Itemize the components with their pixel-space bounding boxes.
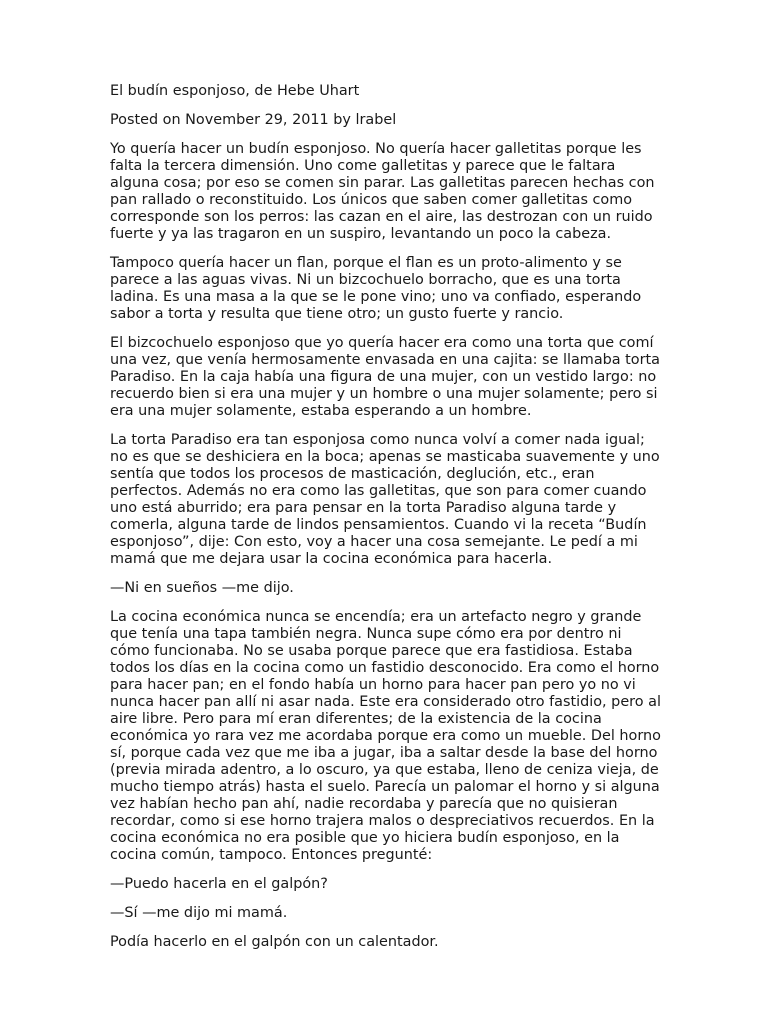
paragraph: La torta Paradiso era tan esponjosa como nunca volví a comer nada igual; no es que se deshiciera en la boca; apenas se masticaba suavemente y uno sentía que todos los procesos de masticación, deglución, etc., eran perfectos. Además no era como las galletitas, que son para comer cuando uno está aburrido; era para pensar en la torta Paradiso alguna tarde y comerla, alguna tarde de lindos pensamientos. Cuando vi la receta “Budín esponjoso”, dije: Con esto, voy a hacer una cosa semejante. Le pedí a mi mamá que me dejara usar la cocina económica para hacerla.	[110, 432, 660, 567]
paragraph: Podía hacerlo en el galpón con un calentador.	[110, 934, 439, 950]
paragraph: El bizcochuelo esponjoso que yo quería hacer era como una torta que comí una vez, que venía hermosamente envasada en una cajita: se llamaba torta Paradiso. En la caja había una figura de una mujer, con un vestido largo: no recuerdo bien si era una mujer y un hombre o una mujer solamente; pero si era una mujer solamente, estaba esperando a un hombre.	[110, 335, 660, 419]
paragraph: Yo quería hacer un budín esponjoso. No quería hacer galletitas porque les falta la tercera dimensión. Uno come galletitas y parece que le faltara alguna cosa; por eso se comen sin parar. Las galletitas parecen hechas con pan rallado o reconstituido. Los únicos que saben comer galletitas como corresponde son los perros: las cazan en el aire, las destrozan con un ruido fuerte y ya las tragaron en un suspiro, levantando un poco la cabeza.	[110, 141, 655, 242]
paragraph: La cocina económica nunca se encendía; era un artefacto negro y grande que tenía una tapa también negra. Nunca supe cómo era por dentro ni cómo funcionaba. No se usaba porque parece que era fastidiosa. Estaba todos los días en la cocina como un fastidio desconocido. Era como el horno para hacer pan; en el fondo había un horno para hacer pan pero yo no vi nunca hacer pan allí ni asar nada. Este era considerado otro fastidio, pero al aire libre. Pero para mí eran diferentes; de la existencia de la cocina económica yo rara vez me acordaba porque era como un mueble. Del horno sí, porque cada vez que me iba a jugar, iba a saltar desde la base del horno (previa mirada adentro, a lo oscuro, ya que estaba, lleno de ceniza vieja, de mucho tiempo atrás) hasta el suelo. Parecía un palomar el horno y si alguna vez habían hecho pan ahí, nadie recordaba y parecía que no quisieran recordar, como si ese horno trajera malos o despreciativos recuerdos. En la cocina económica no era posible que yo hiciera budín esponjoso, en la cocina común, tampoco. Entonces pregunté:	[110, 609, 661, 863]
paragraph: —Ni en sueños —me dijo.	[110, 580, 294, 596]
paragraph: —Puedo hacerla en el galpón?	[110, 876, 328, 892]
document-title: El budín esponjoso, de Hebe Uhart	[110, 83, 360, 99]
paragraph: Tampoco quería hacer un flan, porque el flan es un proto-alimento y se parece a las aguas vivas. Ni un bizcochuelo borracho, que es una torta ladina. Es una masa a la que se le pone vino; uno va confiado, esperando sabor a torta y resulta que tiene otro; un gusto fuerte y rancio.	[110, 255, 642, 322]
document-page	[110, 83, 662, 963]
document-byline: Posted on November 29, 2011 by lrabel	[110, 112, 397, 128]
paragraph: —Sí —me dijo mi mamá.	[110, 905, 288, 921]
